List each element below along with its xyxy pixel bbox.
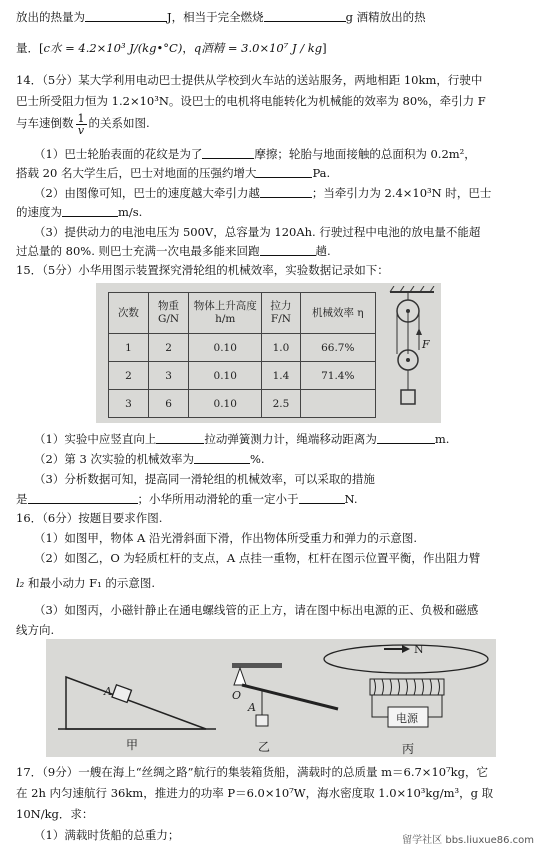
- lever-bar: [242, 685, 338, 709]
- hanging-weight: [256, 715, 268, 726]
- text: %.: [249, 452, 265, 466]
- text: J，相当于完全燃烧: [167, 10, 264, 24]
- q14-part-1: [34, 147, 532, 162]
- figure-yi-lever: [232, 663, 338, 754]
- answer-blank: [85, 10, 167, 22]
- answer-blank: [264, 10, 346, 22]
- text: （2）由图像可知，巴士的速度越大牵引力越: [34, 186, 260, 200]
- heat-value-formula: q酒精 = 3.0×10⁷ J / kg: [193, 41, 323, 55]
- text: m.: [434, 432, 450, 446]
- answer-blank: [28, 492, 138, 504]
- answer-blank: [260, 244, 316, 256]
- text: 摩擦；轮胎与地面接触的总面积为 0.2m²，: [254, 147, 476, 161]
- text: 和最小动力 F₁ 的示意图.: [24, 576, 156, 590]
- q14-part-2-cont: [16, 205, 532, 220]
- text: 拉动弹簧测力计，绳端移动距离为: [204, 432, 377, 446]
- text: ；当牵引力为 2.4×10³N 时，巴士: [311, 186, 492, 200]
- figure-bing-solenoid: [324, 643, 488, 756]
- q16-part-3-cont: 线方向.: [16, 623, 55, 637]
- north-pole-label: N: [414, 643, 424, 656]
- q15-data-table: [108, 292, 376, 418]
- q16-title: 16．（6分）按题目要求作图.: [16, 511, 163, 525]
- q14-line-2: 巴士所受阻力恒为 1.2×10³N。设巴士的电机将电能转化为机械能的效率为 80%，牵引力 F: [16, 94, 486, 108]
- table-cell: [300, 390, 375, 418]
- table-header: 物重 G/N: [148, 293, 188, 334]
- answer-blank: [202, 147, 254, 159]
- figure-jia-caption: 甲: [126, 738, 139, 752]
- q14-part-3-cont: [16, 244, 532, 259]
- table-header-row: [109, 293, 376, 334]
- force-label: F: [422, 338, 430, 351]
- table-header: 次数: [109, 293, 149, 334]
- lever-support-top: [232, 663, 282, 668]
- pull-arrowhead: [416, 328, 422, 335]
- text: 与车速倒数: [16, 116, 74, 130]
- q14-line-3: [16, 112, 532, 136]
- table-row: [109, 362, 376, 390]
- answer-blank: [377, 432, 435, 444]
- point-a-label: A: [248, 701, 256, 714]
- q14-part-3: （3）提供动力的电池电压为 500V，总容量为 120Ah. 行驶过程中电池的放电量不能超: [34, 225, 481, 239]
- text: 过总量的 80%. 则巴士充满一次电最多能来回跑: [16, 244, 260, 258]
- answer-blank: [256, 166, 312, 178]
- table-header: 拉力 F/N: [262, 293, 300, 334]
- q16-part-2-cont: [16, 576, 532, 591]
- table-row: [109, 390, 376, 418]
- block-a: [112, 685, 131, 703]
- solenoid-coils: [374, 679, 440, 695]
- figure-yi-caption: 乙: [258, 740, 271, 754]
- answer-blank: [156, 432, 204, 444]
- q15-title: 15．（5分）小华用图示装置探究滑轮组的机械效率，实验数据记录如下：: [16, 263, 389, 277]
- q17-line-1: 17．（9分）一艘在海上“丝绸之路”航行的集装箱货船，满载时的总质量 m＝6.7×10⁷kg，它: [16, 765, 489, 779]
- text: 搭载 20 名大学生后，巴士对地面的压强约增大: [16, 166, 257, 180]
- text: 量．[: [16, 41, 44, 55]
- answer-blank: [62, 205, 118, 217]
- answer-blank: [299, 492, 345, 504]
- q17-part-1: （1）满载时货船的总重力；: [34, 828, 180, 842]
- table-header: 机械效率 η: [300, 293, 375, 334]
- table-cell: 2: [148, 334, 188, 362]
- fraction-numerator: 1: [77, 111, 85, 125]
- q15-part-1: [34, 432, 532, 447]
- text: 的关系如图.: [88, 116, 150, 130]
- text: ，: [182, 41, 194, 55]
- wire-right: [428, 695, 442, 717]
- fraction-denominator: v: [77, 123, 85, 137]
- movable-pulley-axle: [406, 358, 410, 362]
- text: 是: [16, 492, 28, 506]
- power-source-label: 电源: [396, 712, 418, 725]
- q16-figures: [46, 639, 496, 757]
- text: N.: [344, 492, 358, 506]
- table-cell: 0.10: [189, 362, 262, 390]
- fulcrum: [234, 668, 246, 685]
- q17-line-3: 10N/kg．求：: [16, 807, 94, 821]
- figure-bing-caption: 丙: [402, 742, 415, 756]
- q15-part-2: [34, 452, 532, 467]
- q15-part-3-cont: [16, 492, 532, 507]
- table-cell: 1.4: [262, 362, 300, 390]
- table-cell: 71.4%: [300, 362, 375, 390]
- text: （2）第 3 次实验的机械效率为: [34, 452, 194, 466]
- watermark-text: 留学社区 bbs.liuxue86.com: [402, 835, 534, 846]
- text: （1）巴士轮胎表面的花纹是为了: [34, 147, 203, 161]
- specific-heat-formula: c水 = 4.2×10³ J/(kg•°C): [43, 41, 183, 55]
- pulley-diagram: [384, 286, 438, 420]
- top-line-2: [16, 41, 532, 56]
- table-cell: 1: [109, 334, 149, 362]
- pulley-support: [390, 286, 434, 292]
- text: ]: [322, 41, 327, 55]
- table-cell: 1.0: [262, 334, 300, 362]
- text: Pa.: [312, 166, 331, 180]
- fulcrum-o-label: O: [232, 689, 242, 702]
- text: 放出的热量为: [16, 10, 85, 24]
- wire-left: [372, 695, 388, 717]
- q14-line-1: 14．（5分）某大学利用电动巴士提供从学校到火车站的送站服务，两地相距 10km，行驶中: [16, 73, 483, 87]
- block-a-label: A: [104, 685, 112, 698]
- answer-blank: [194, 452, 250, 464]
- table-cell: 2: [109, 362, 149, 390]
- text: 的速度为: [16, 205, 62, 219]
- q16-part-2: （2）如图乙，O 为轻质杠杆的支点，A 点挂一重物，杠杆在图示位置平衡，作出阻力臂: [34, 551, 481, 565]
- q14-part-1-cont: [16, 166, 532, 181]
- q15-part-3: （3）分析数据可知，提高同一滑轮组的机械效率，可以采取的措施: [34, 472, 375, 486]
- table-cell: 2.5: [262, 390, 300, 418]
- table-cell: 3: [148, 362, 188, 390]
- text: m/s.: [118, 205, 143, 219]
- q17-line-2: 在 2h 内匀速航行 36km，推进力的功率 P＝6.0×10⁷W，海水密度取 1.0×10³kg/m³，g 取: [16, 786, 494, 800]
- text: （1）实验中应竖直向上: [34, 432, 157, 446]
- incline-triangle: [66, 677, 206, 729]
- compass-needle-head: [402, 645, 410, 653]
- table-row: [109, 334, 376, 362]
- weight-block: [401, 390, 415, 404]
- text: g 酒精放出的热: [345, 10, 426, 24]
- q14-part-2: [34, 186, 532, 201]
- q16-part-3: （3）如图丙，小磁针静止在通电螺线管的正上方，请在图中标出电源的正、负极和磁感: [34, 603, 479, 617]
- table-cell: 66.7%: [300, 334, 375, 362]
- table-cell: 6: [148, 390, 188, 418]
- table-cell: 3: [109, 390, 149, 418]
- q16-part-1: （1）如图甲，物体 A 沿光滑斜面下滑，作出物体所受重力和弹力的示意图.: [34, 531, 418, 545]
- table-header: 物体上升高度 h/m: [189, 293, 262, 334]
- table-cell: 0.10: [189, 334, 262, 362]
- text: ；小华所用动滑轮的重一定小于: [137, 492, 299, 506]
- answer-blank: [260, 186, 312, 198]
- text: 趟.: [315, 244, 331, 258]
- figure-jia-incline: [58, 677, 216, 752]
- fraction-1-over-v: [76, 113, 87, 136]
- top-line-1: [16, 10, 532, 25]
- resistance-arm-symbol: l₂: [16, 576, 25, 590]
- table-cell: 0.10: [189, 390, 262, 418]
